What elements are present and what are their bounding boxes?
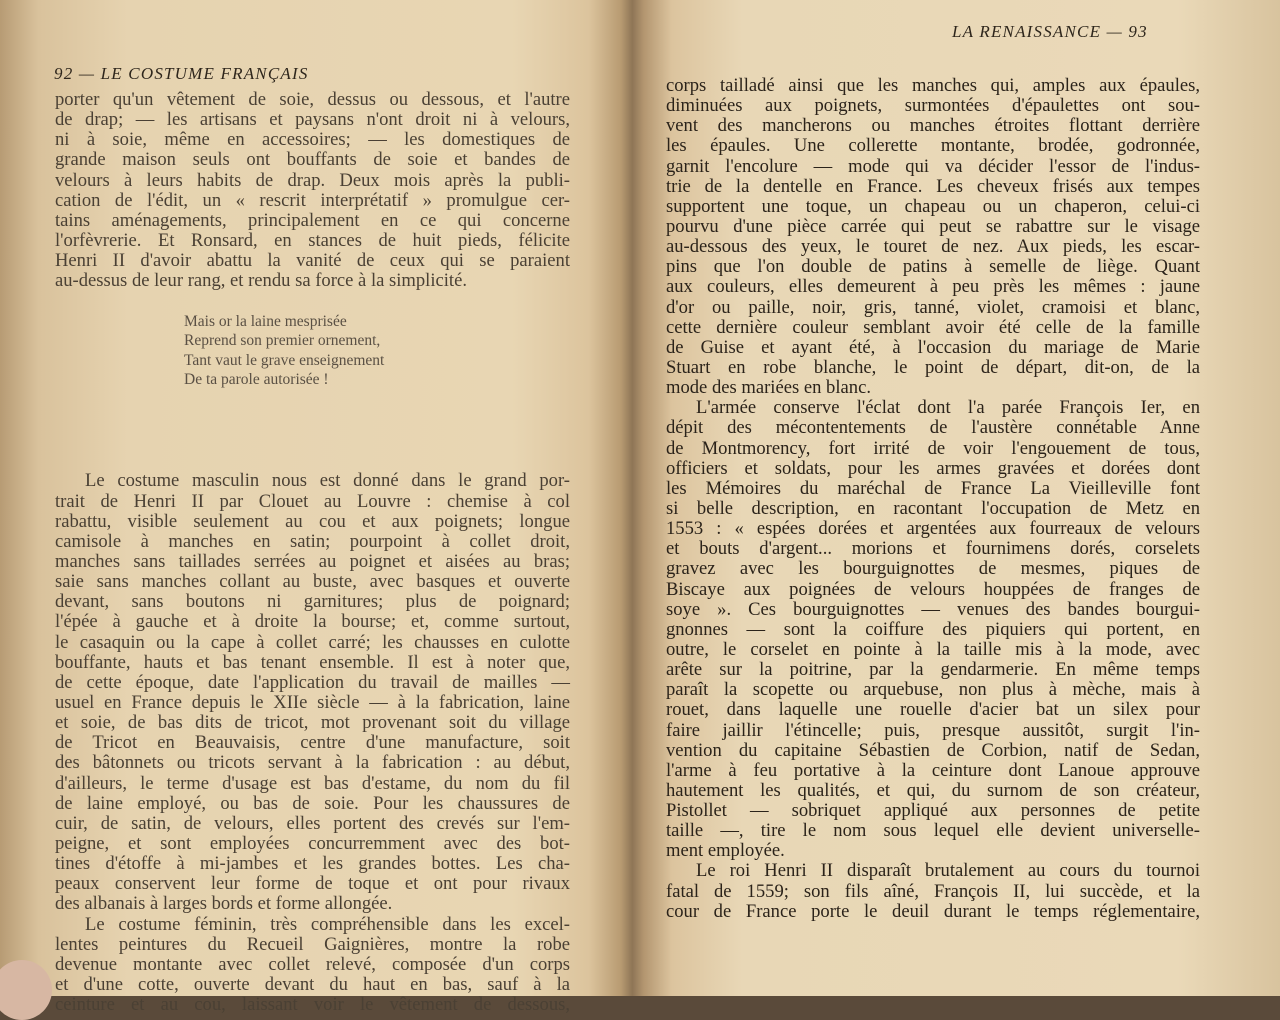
text-line: gravez avec les bourguignottes de mesmes, piques de — [666, 558, 1200, 580]
text-line: fatal de 1559; son fils aîné, François II, lui succède, et la — [666, 880, 1200, 902]
text-line: Henri II d'avoir abattu la vanité de ceux qui se paraient — [55, 250, 570, 272]
text-line: de Montmorency, fort irrité de voir l'engouement de tous, — [666, 437, 1200, 459]
text-line: vent des mancherons ou manches étroites flottant derrière — [666, 115, 1200, 137]
text-line: camisole à manches en satin; pourpoint à collet droit, — [55, 530, 570, 552]
text-line: et bouts d'argent... morions et fournimens dorés, corselets — [666, 538, 1200, 560]
text-line: aux couleurs, elles demeurent à peu près les mêmes : jaune — [666, 276, 1200, 298]
text-line: rabattu, visible seulement au cou et aux poignets; longue — [55, 510, 570, 532]
text-line: pins que l'on double de patins à semelle de liège. Quant — [666, 256, 1200, 278]
verse-line: Tant vaut le grave enseignement — [184, 351, 385, 369]
text-line: cuir, de satin, de velours, elles portent des crevés sur l'em- — [55, 812, 570, 834]
text-line: l'épée à gauche et à droite la bourse; et, comme surtout, — [55, 611, 570, 633]
text-line: faire jaillir l'étincelle; puis, presque aussitôt, surgit l'in- — [666, 719, 1200, 741]
text-line: si belle description, en racontant l'occupation de Metz en — [666, 497, 1200, 519]
text-line: au-dessous des yeux, le touret de nez. Aux pieds, les escar- — [666, 236, 1200, 258]
text-line: Pistollet — sobriquet appliqué aux personnes de petite — [666, 800, 1200, 822]
text-line: corps tailladé ainsi que les manches qui, amples aux épaules, — [666, 75, 1200, 96]
text-line: les Mémoires du maréchal de France La Vieilleville font — [666, 477, 1200, 499]
text-line: l'orfèvrerie. Et Ronsard, en stances de huit pieds, félicite — [55, 229, 570, 251]
text-line: au-dessus de leur rang, et rendu sa force à la simplicité. — [55, 270, 468, 292]
left-paragraph-2 — [55, 471, 570, 914]
text-line: saie sans manches collant au buste, avec basques et ouverte — [55, 571, 570, 593]
text-line: hautement les qualités, et qui, du surnom de son créateur, — [666, 779, 1200, 801]
text-line: des bâtonnets ou tricots servant à la fabrication : au début, — [55, 752, 570, 774]
verse-line: Mais or la laine mesprisée — [184, 313, 347, 330]
text-line: l'arme à feu portative à la ceinture dont Lanoue approuve — [666, 759, 1200, 781]
text-line: lentes peintures du Recueil Gaignières, montre la robe — [55, 933, 570, 955]
text-line: supportent une toque, un chapeau ou un chaperon, celui-ci — [666, 195, 1200, 217]
right-page — [630, 0, 1280, 996]
text-line: outre, le corselet en pointe à la taille mis à la mode, avec — [666, 638, 1200, 660]
text-line: usuel en France depuis le XIIe siècle — à la fabrication, laine — [55, 691, 570, 713]
text-line: velours à leurs habits de drap. Deux mois après la publi- — [55, 169, 570, 191]
text-line: d'ailleurs, le terme d'usage est bas d'estame, du nom du fil — [55, 772, 570, 794]
text-line: trait de Henri II par Clouet au Louvre : chemise à col — [55, 490, 570, 512]
left-page — [0, 0, 618, 1016]
text-line: cation de l'édit, un « rescrit interprétatif » promulgue cer- — [55, 189, 570, 211]
text-line: le casaquin ou la cape à collet carré; les chausses en culotte — [55, 631, 570, 653]
text-line: de cette époque, date l'application du travail de mailles — — [55, 671, 570, 693]
text-line: pourvu d'une pièce carrée qui peut se rabattre sur le visage — [666, 215, 1200, 237]
right-paragraph-1 — [666, 76, 1200, 398]
text-line: de Guise et ayant été, à l'occasion du mariage de Marie — [666, 336, 1200, 358]
text-line: cette dernière couleur semblant avoir été celle de la famille — [666, 316, 1200, 338]
text-line: ni à soie, même en accessoires; — les domestiques de — [55, 129, 570, 151]
text-line: Stuart en robe blanche, le point de départ, dit-on, de la — [666, 356, 1200, 378]
reader-thumb — [0, 960, 52, 1020]
text-line: de Tricot en Beauvaisis, centre d'une manufacture, soit — [55, 732, 570, 754]
text-line: tines d'étoffe à mi-jambes et les grandes bottes. Les cha- — [55, 853, 570, 875]
text-line: trie de la dentelle en France. Les cheveux frisés aux tempes — [666, 175, 1200, 197]
right-page-header: LA RENAISSANCE — 93 — [952, 22, 1148, 41]
text-line: garnit l'encolure — mode qui va décider l'essor de l'indus- — [666, 155, 1200, 177]
text-line: taille —, tire le nom sous lequel elle devient universelle- — [666, 820, 1200, 842]
text-line: diminuées aux poignets, surmontées d'épaulettes ont sou- — [666, 95, 1200, 117]
text-line: officiers et soldats, pour les armes gravées et dorées dont — [666, 457, 1200, 479]
text-line: porter qu'un vêtement de soie, dessus ou dessous, et l'autre — [55, 89, 570, 110]
text-line: peigne, et sont employées concurremment avec des bot- — [55, 832, 570, 854]
verse-line: Reprend son premier ornement, — [184, 332, 381, 350]
text-line: ment employée. — [666, 840, 785, 862]
text-line: soye ». Ces bourguignottes — venues des bandes bourgui- — [666, 598, 1200, 620]
left-text-block — [55, 90, 570, 1015]
text-line: et soie, de bas dits de tricot, mot provenant soit du village — [55, 712, 570, 734]
verse-line: De ta parole autorisée ! — [184, 371, 329, 389]
left-page-header: 92 — LE COSTUME FRANÇAIS — [54, 64, 309, 83]
text-line: ceinture et au cou, laissant voir le vêtement de dessous, — [55, 994, 570, 1016]
text-line: grande maison seuls ont bouffants de soie et bandes de — [55, 149, 570, 171]
text-line: 1553 : « espées dorées et argentées aux fourreaux de velours — [666, 518, 1200, 540]
text-line: manches sans taillades serrées au poignet et aisées au bras; — [55, 550, 570, 572]
text-line: devant, sans boutons ni garnitures; plus de poignard; — [55, 591, 570, 613]
text-line: paraît la scopette ou arquebuse, non plus à mèche, mais à — [666, 679, 1200, 701]
text-line: Le roi Henri II disparaît brutalement au cours du tournoi — [696, 860, 1200, 882]
text-line: rouet, dans laquelle une rouelle d'acier bat un silex pour — [666, 699, 1200, 721]
text-line: cour de France porte le deuil durant le temps réglementaire, — [666, 900, 1200, 922]
text-line: dépit des mécontentements de l'austère connétable Anne — [666, 417, 1200, 439]
text-line: d'or ou paille, noir, gris, tanné, violet, cramoisi et blanc, — [666, 296, 1200, 318]
right-paragraph-3 — [666, 861, 1200, 921]
right-paragraph-2 — [666, 398, 1200, 861]
text-line: tains aménagements, principalement en ce qui concerne — [55, 209, 570, 231]
text-line: mode des mariées en blanc. — [666, 377, 871, 399]
text-line: vention du capitaine Sébastien de Corbion, natif de Sedan, — [666, 739, 1200, 761]
text-line: devenue montante avec collet relevé, composée d'un corps — [55, 953, 570, 975]
ronsard-verse — [184, 312, 384, 390]
left-paragraph-1 — [55, 90, 570, 291]
text-line: de drap; — les artisans et paysans n'ont droit ni à velours, — [55, 109, 570, 131]
text-line: bouffante, hauts et bas tenant ensemble. Il est à noter que, — [55, 651, 570, 673]
text-line: et d'une cotte, ouverte devant du haut en bas, sauf à la — [55, 973, 570, 995]
text-line: les épaules. Une collerette montante, brodée, godronnée, — [666, 135, 1200, 157]
text-line: L'armée conserve l'éclat dont l'a parée François Ier, en — [696, 397, 1200, 419]
text-line: Le costume féminin, très compréhensible dans les excel- — [85, 913, 570, 935]
text-line: de laine employé, ou bas de soie. Pour les chaussures de — [55, 792, 570, 814]
text-line: Le costume masculin nous est donné dans le grand por- — [85, 470, 570, 492]
text-line: Biscaye aux poignées de velours houppées de franges de — [666, 578, 1200, 600]
text-line: arête sur la poitrine, par la gendarmerie. En même temps — [666, 659, 1200, 681]
left-paragraph-3 — [55, 915, 570, 1016]
right-text-block — [666, 76, 1200, 922]
text-line: peaux conservent leur forme de toque et ont pour rivaux — [55, 873, 570, 895]
text-line: gnonnes — sont la coiffure des piquiers qui portent, en — [666, 618, 1200, 640]
text-line: des albanais à larges bords et forme allongée. — [55, 893, 393, 915]
